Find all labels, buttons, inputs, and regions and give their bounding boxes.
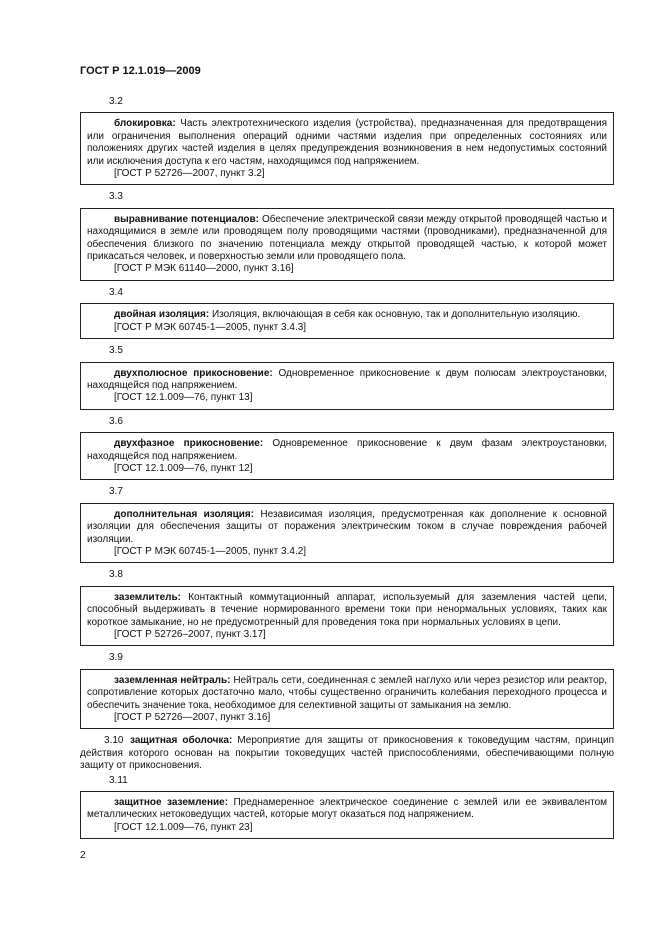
reference: [ГОСТ Р МЭК 60745-1—2005, пункт 3.4.3]	[114, 321, 307, 333]
definition-text: Часть электротехнического изделия (устройства), предназначенная для предотвращения или ограничения выполнения операций одними частями изделия при определенных состояниях или положениях других частей изделия в целях предупреждения возникновения в нем недопустимых состояний или исключения доступа к его частям, находящимся под напряжением.	[87, 118, 607, 167]
entry-number: 3.2	[109, 96, 123, 107]
page-number: 2	[80, 850, 86, 861]
entry-3-4	[80, 287, 614, 339]
entry-3-9	[80, 652, 614, 729]
definition-box	[80, 432, 614, 480]
term: заземленная нейтраль:	[114, 674, 231, 686]
definition-box	[80, 791, 614, 839]
entry-3-5	[80, 345, 614, 410]
definition-box	[80, 208, 614, 281]
definition-text: Независимая изоляция, предусмотренная как дополнение к основной изоляции для обеспечения защиты от поражения электрическим током в случае повреждения рабочей изоляции.	[87, 508, 607, 545]
definition-box	[80, 669, 614, 730]
definition-text: Мероприятие для защиты от прикосновения к токоведущим частям, принцип действия которого основан на покрытии токоведущих частей приспособлениями, обеспечивающими полную защиту от прикосновения.	[80, 735, 614, 772]
reference: [ГОСТ 12.1.009—76, пункт 13]	[114, 392, 253, 404]
entry-3-6	[80, 416, 614, 481]
term: двухфазное прикосновение:	[114, 438, 264, 450]
entry-number: 3.5	[109, 345, 123, 357]
document-header: ГОСТ Р 12.1.019—2009	[80, 65, 201, 77]
entry-number: 3.7	[109, 486, 123, 498]
reference: [ГОСТ Р 52726—2007, пункт 3.16]	[114, 712, 271, 724]
entry-3-11	[80, 775, 614, 840]
entry-3-8	[80, 569, 614, 646]
definition-text: Обеспечение электрической связи между открытой проводящей частью и находящимися в земле или проводящем полу проводящими частями (проводниками), предназначенной для обеспечения близкого по значению потенциала между открытой проводящей частью, к которой может прикасаться человек, и поверхностью земли или проводящего пола.	[87, 213, 608, 263]
entry-number: 3.6	[109, 415, 123, 427]
entry-3-10	[80, 735, 614, 772]
reference: [ГОСТ 12.1.009—76, пункт 23]	[114, 821, 253, 833]
reference: [ГОСТ Р МЭК 60745-1—2005, пункт 3.4.2]	[114, 545, 307, 557]
entry-number: 3.9	[109, 652, 123, 664]
term: выравнивание потенциалов:	[114, 213, 260, 225]
term: защитное заземление:	[114, 797, 229, 809]
definition-text: Нейтраль сети, соединенная с землей наглухо или через резистор или реактор, сопротивление которых достаточно мало, чтобы существенно ограничить колебания переходного процесса и обеспечить значение тока, необходимое для селективной защиты от замыкания на землю.	[87, 674, 607, 711]
entry-3-7	[80, 486, 614, 563]
definition-box	[80, 303, 614, 339]
definition-text: Преднамеренное электрическое соединение с землей или ее эквивалентом металлических нетоковедущих частей, которые могут оказаться под напряжением.	[87, 797, 608, 821]
term: заземлитель:	[114, 591, 181, 603]
term: защитная оболочка:	[130, 735, 233, 747]
definitions-content	[80, 96, 614, 845]
entry-3-3	[80, 191, 614, 280]
entry-number: 3.10	[104, 735, 124, 747]
term: двойная изоляция:	[114, 309, 210, 321]
definition-text: Одновременное прикосновение к двум полюсам электроустановки, находящейся под напряжением.	[87, 367, 608, 391]
definition-box	[80, 503, 614, 564]
definition-box	[80, 586, 614, 647]
definition-box	[80, 362, 614, 410]
entry-3-2	[80, 96, 614, 185]
entry-number: 3.11	[109, 774, 128, 786]
entry-number: 3.4	[109, 286, 123, 298]
term: блокировка:	[114, 118, 176, 130]
entry-number: 3.3	[109, 191, 123, 203]
definition-box	[80, 112, 614, 185]
reference: [ГОСТ Р 52726–2007, пункт 3.17]	[114, 629, 266, 640]
definition-text: Изоляция, включающая в себя как основную, так и дополнительную изоляцию.	[212, 309, 581, 321]
definition-text: Одновременное прикосновение к двум фазам электроустановки, находящейся под напряжением.	[87, 438, 607, 462]
entry-number: 3.8	[109, 569, 123, 581]
definition-text: Контактный коммутационный аппарат, используемый для заземления частей цепи, способный выдерживать в течение нормированного времени токи при ненормальных условиях, таких как короткое замыкание, но не предусмотренный для проведения тока при нормальных условиях в цепи.	[87, 591, 607, 628]
reference: [ГОСТ Р МЭК 61140—2000, пункт 3.16]	[114, 263, 294, 275]
term: двухполюсное прикосновение:	[114, 367, 273, 379]
reference: [ГОСТ 12.1.009—76, пункт 12]	[114, 462, 253, 474]
term: дополнительная изоляция:	[114, 508, 255, 520]
reference: [ГОСТ Р 52726—2007, пункт 3.2]	[114, 168, 265, 180]
